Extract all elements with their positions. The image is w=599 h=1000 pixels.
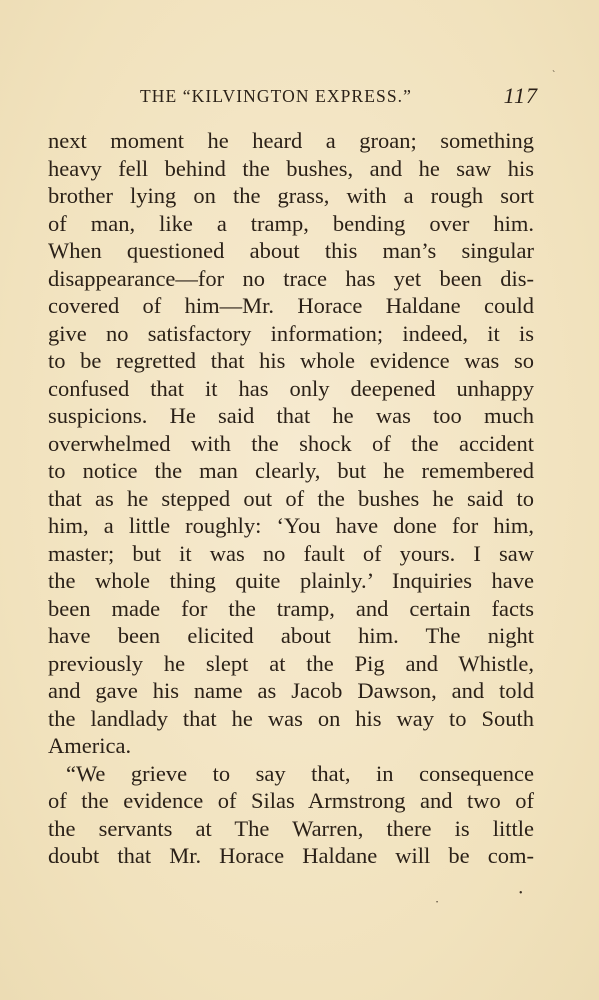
text-line: to be regretted that his whole evidence was so	[48, 348, 534, 373]
text-line: suspicions. He said that he was too much	[48, 403, 534, 428]
page-number: 117	[503, 83, 538, 108]
text-line: When questioned about this man’s singular	[48, 238, 534, 263]
specks: `	[552, 70, 556, 81]
text-line: disappearance—for no trace has yet been dis-	[48, 265, 534, 291]
text-line: him, a little roughly: ‘You have done for him,	[48, 513, 534, 538]
text-line: brother lying on the grass, with a rough sort	[48, 183, 534, 208]
running-head-title: THE “KILVINGTON EXPRESS.”	[140, 86, 413, 106]
text-line: overwhelmed with the shock of the accident	[48, 430, 534, 456]
text-line: the whole thing quite plainly.’ Inquiries have	[48, 568, 534, 593]
text-line: confused that it has only deepened unhappy	[48, 375, 534, 401]
text-line: of man, like a tramp, bending over him.	[48, 210, 534, 236]
text-line: that as he stepped out of the bushes he said to	[48, 485, 534, 511]
text-line: been made for the tramp, and certain facts	[48, 595, 534, 621]
text-line: heavy fell behind the bushes, and he saw his	[48, 155, 534, 181]
specks: •	[436, 900, 439, 906]
text-line: of the evidence of Silas Armstrong and two of	[48, 788, 534, 813]
text-line: covered of him—Mr. Horace Haldane could	[48, 293, 534, 318]
specks: •	[519, 888, 523, 899]
text-line: give no satisfactory information; indeed, it is	[48, 320, 534, 346]
text-line: the landlady that he was on his way to South	[48, 705, 534, 731]
text-line: next moment he heard a groan; something	[48, 128, 534, 153]
text-line: and gave his name as Jacob Dawson, and told	[48, 678, 534, 703]
text-line: doubt that Mr. Horace Haldane will be com-	[48, 843, 534, 868]
text-line: master; but it was no fault of yours. I saw	[48, 540, 534, 566]
body-text	[48, 127, 534, 870]
text-line: have been elicited about him. The night	[48, 623, 534, 648]
text-line: to notice the man clearly, but he remembered	[48, 458, 534, 483]
running-head	[48, 83, 538, 110]
text-line: the servants at The Warren, there is little	[48, 815, 534, 841]
text-line: America.	[48, 733, 132, 758]
text-line: “We grieve to say that, in consequence	[66, 760, 534, 786]
text-line: previously he slept at the Pig and Whistle,	[48, 650, 534, 676]
